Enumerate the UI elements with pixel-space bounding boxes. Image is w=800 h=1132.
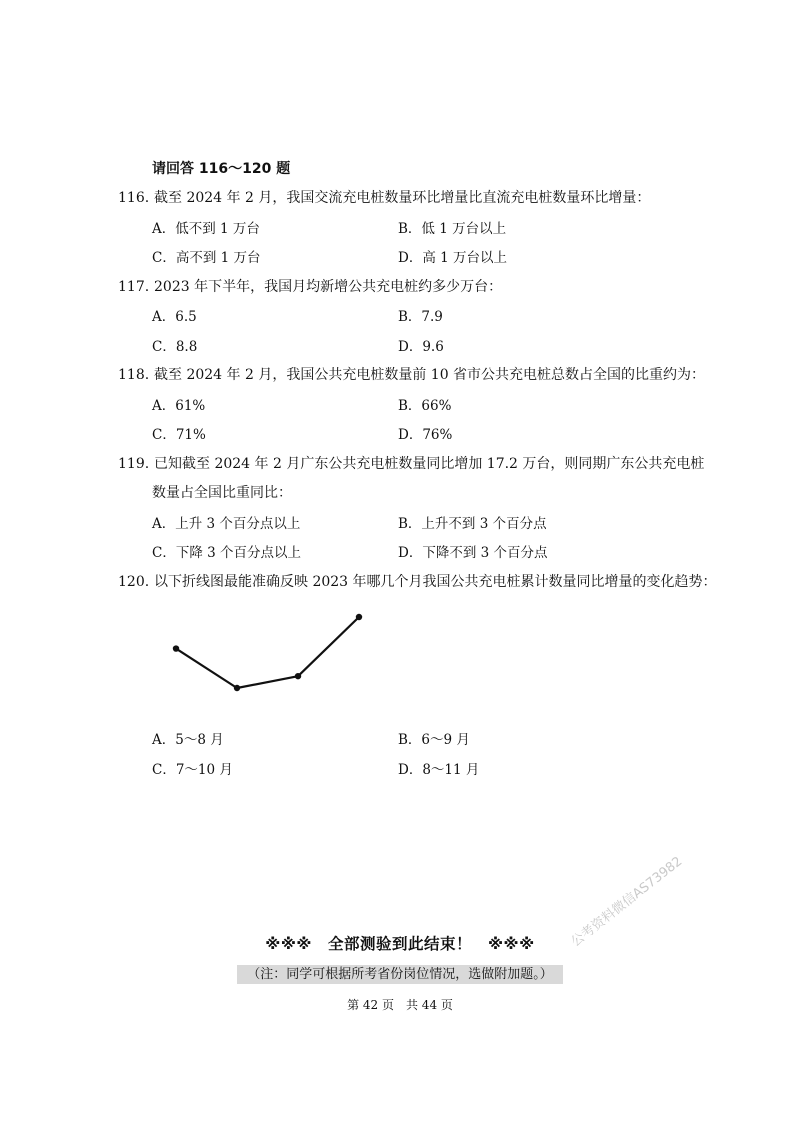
question-117 — [118, 276, 502, 296]
trend-line-figure — [160, 605, 375, 700]
option-120-c[interactable]: C．7～10 月 — [152, 762, 233, 778]
question-number: 118. — [118, 367, 150, 383]
question-stem: 截至 2024 年 2 月，我国公共充电桩数量前 10 省市公共充电桩总数占全国的比重约为： — [154, 367, 706, 383]
option-118-c[interactable]: C．71% — [152, 427, 206, 443]
section-heading: 请回答 116～120 题 — [152, 161, 291, 177]
option-118-a[interactable]: A．61% — [152, 398, 206, 414]
question-stem: 2023 年下半年，我国月均新增公共充电桩约多少万台： — [154, 279, 503, 295]
option-119-a[interactable]: A．上升 3 个百分点以上 — [152, 516, 301, 532]
note-text: （注：同学可根据所考省份岗位情况，选做附加题。） — [237, 965, 563, 984]
trend-points — [173, 614, 362, 691]
option-116-a[interactable]: A．低不到 1 万台 — [152, 221, 260, 237]
option-119-d[interactable]: D．下降不到 3 个百分点 — [398, 545, 548, 561]
trend-point-1 — [173, 645, 179, 651]
option-118-b[interactable]: B．66% — [398, 398, 452, 414]
trend-point-4 — [356, 614, 362, 620]
question-120 — [118, 571, 717, 591]
option-117-a[interactable]: A．6.5 — [152, 309, 197, 325]
note-wrapper — [0, 963, 800, 982]
question-stem: 以下折线图最能准确反映 2023 年哪几个月我国公共充电桩累计数量同比增量的变化趋势： — [154, 574, 717, 590]
question-119 — [118, 453, 704, 473]
option-117-b[interactable]: B．7.9 — [398, 309, 443, 325]
option-120-a[interactable]: A．5～8 月 — [152, 732, 224, 748]
question-number: 119. — [118, 456, 150, 472]
question-116 — [118, 187, 650, 207]
question-number: 116. — [118, 190, 150, 206]
option-117-d[interactable]: D．9.6 — [398, 339, 444, 355]
option-120-d[interactable]: D．8～11 月 — [398, 762, 480, 778]
option-117-c[interactable]: C．8.8 — [152, 339, 198, 355]
option-116-b[interactable]: B．低 1 万台以上 — [398, 221, 507, 237]
question-stem: 截至 2024 年 2 月，我国交流充电桩数量环比增量比直流充电桩数量环比增量： — [154, 190, 651, 206]
watermark: 公考资料微信AS73982 — [568, 854, 686, 950]
end-of-test-text: ※※※ 全部测验到此结束！ ※※※ — [265, 935, 535, 953]
trend-line — [176, 617, 359, 688]
question-118 — [118, 364, 705, 384]
question-number: 117. — [118, 279, 150, 295]
question-stem-continued: 数量占全国比重同比： — [152, 485, 292, 501]
trend-point-3 — [295, 673, 301, 679]
trend-point-2 — [234, 685, 240, 691]
page-number: 第 42 页 共 44 页 — [347, 998, 453, 1012]
option-116-d[interactable]: D．高 1 万台以上 — [398, 250, 507, 266]
question-number: 120. — [118, 574, 150, 590]
option-119-b[interactable]: B．上升不到 3 个百分点 — [398, 516, 547, 532]
option-116-c[interactable]: C．高不到 1 万台 — [152, 250, 261, 266]
option-118-d[interactable]: D．76% — [398, 427, 453, 443]
option-119-c[interactable]: C．下降 3 个百分点以上 — [152, 545, 302, 561]
question-stem: 已知截至 2024 年 2 月广东公共充电桩数量同比增加 17.2 万台，则同期广东公共充电桩 — [154, 456, 705, 472]
option-120-b[interactable]: B．6～9 月 — [398, 732, 470, 748]
